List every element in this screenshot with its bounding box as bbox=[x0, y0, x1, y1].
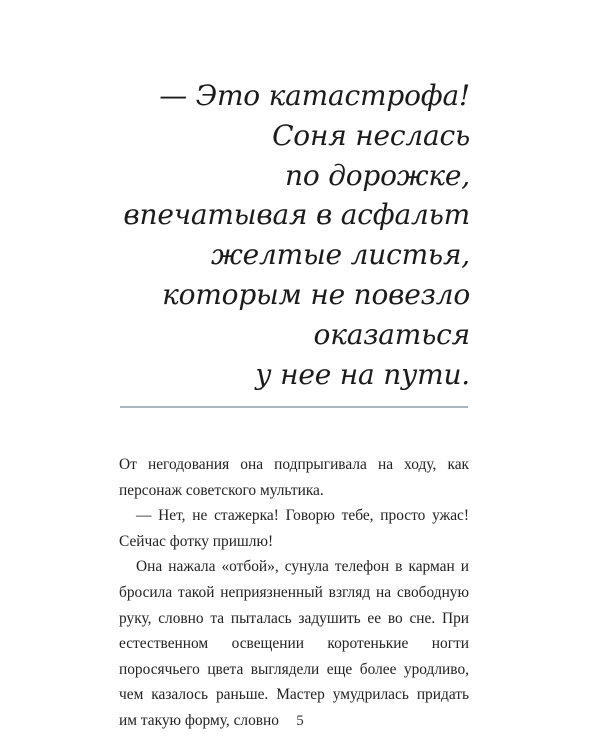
paragraph: Она нажала «отбой», сунула телефон в карман и бросила такой неприязненный взгляд на свободную руку, словно та пыталась задушить ее во сне. При естественном освещении коротенькие ногти поросячьего цвета выглядели еще более уродливо, чем казалось раньше. Мастер умудрилась придать им такую форму, словно bbox=[119, 558, 469, 729]
epigraph-line: по дорожке, bbox=[285, 158, 470, 192]
epigraph-line: впечатывая в асфальт bbox=[123, 198, 470, 232]
epigraph-line: которым не повезло bbox=[162, 277, 470, 311]
paragraph: От негодования она подпрыгивала на ходу, как персонаж советского мультика. bbox=[119, 456, 469, 499]
epigraph-line: Соня неслась bbox=[272, 118, 470, 152]
paragraph: — Нет, не стажерка! Говорю тебе, просто ужас! Сейчас фотку пришлю! bbox=[119, 507, 469, 550]
epigraph bbox=[123, 76, 470, 394]
body-text bbox=[119, 452, 469, 734]
section-divider bbox=[120, 406, 468, 408]
epigraph-line: желтые листья, bbox=[210, 238, 470, 272]
page-number: 5 bbox=[296, 713, 304, 729]
epigraph-line: — Это катастрофа! bbox=[159, 79, 470, 112]
epigraph-line: оказаться bbox=[313, 317, 470, 351]
epigraph-line: у нее на пути. bbox=[255, 357, 470, 391]
